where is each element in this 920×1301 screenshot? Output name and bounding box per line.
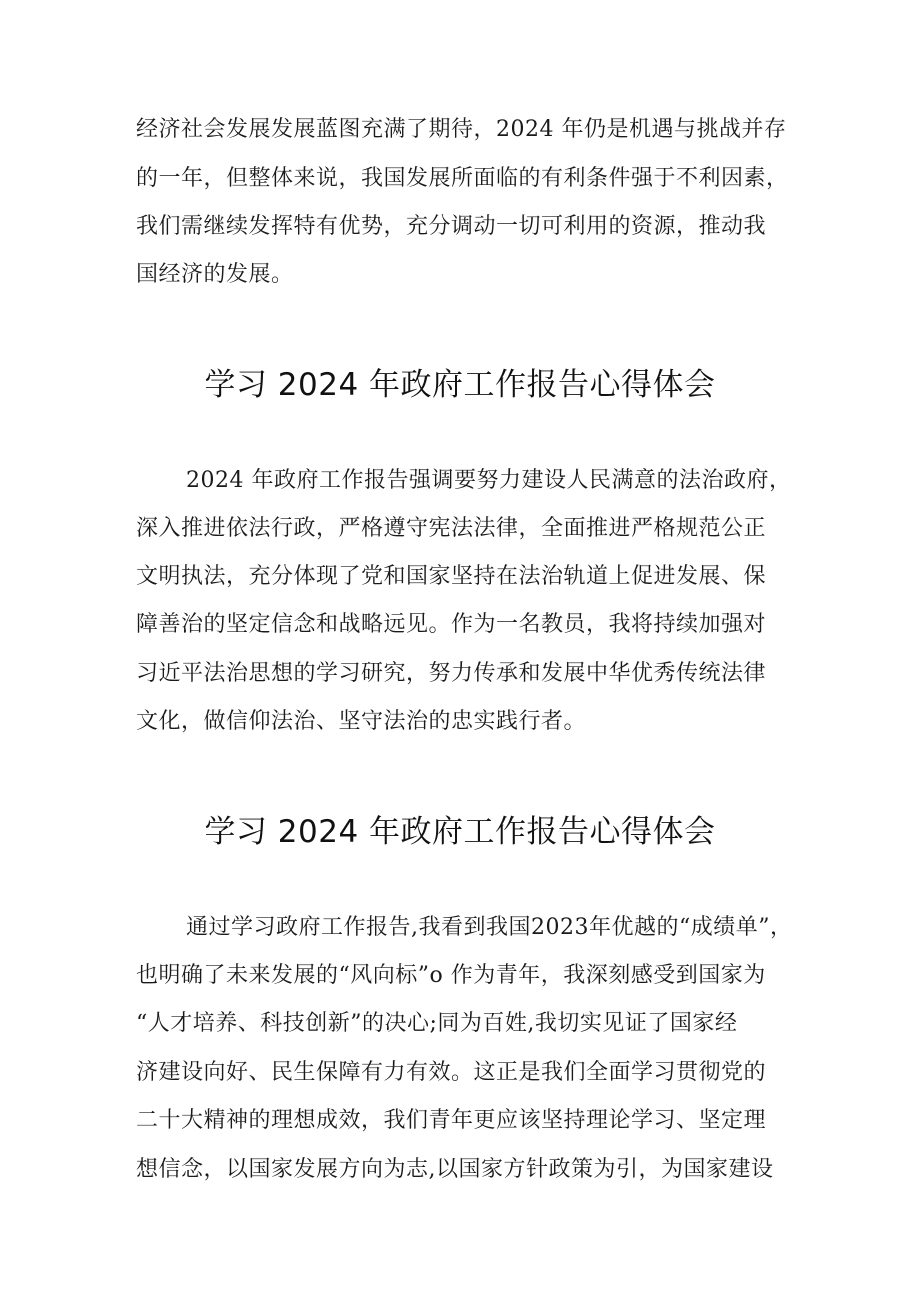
- section-2-line-4: 济建设向好、民生保障有力有效。这正是我们全面学习贯彻党的: [136, 1060, 767, 1085]
- section-1-line-3: 文明执法，充分体现了党和国家坚持在法治轨道上促进发展、保: [136, 564, 767, 589]
- section-2-line-5: 二十大精神的理想成效，我们青年更应该坚持理论学习、坚定理: [136, 1108, 767, 1133]
- section-1-line-6: 文化，做信仰法治、坚守法治的忠实践行者。: [136, 709, 587, 734]
- intro-line-4: 国经济的发展。: [136, 262, 294, 287]
- section-1-line-4: 障善治的坚定信念和战略远见。作为一名教员，我将持续加强对: [136, 612, 767, 637]
- section-1-line-1: 2024 年政府工作报告强调要努力建设人民满意的法治政府，: [186, 468, 792, 493]
- section-2-line-2: 也明确了未来发展的“风向标”o 作为青年，我深刻感受到国家为: [136, 963, 766, 988]
- intro-line-3: 我们需继续发挥特有优势，充分调动一切可利用的资源，推动我: [136, 214, 767, 239]
- intro-line-2: 的一年，但整体来说，我国发展所面临的有利条件强于不利因素，: [136, 166, 789, 191]
- section-1-title: 学习 2024 年政府工作报告心得体会: [204, 367, 716, 403]
- section-2-line-6: 想信念，以国家发展方向为志,以国家方针政策为引，为国家建设: [136, 1157, 774, 1182]
- section-1-line-5: 习近平法治思想的学习研究，努力传承和发展中华优秀传统法律: [136, 661, 767, 686]
- section-2-line-1: 通过学习政府工作报告,我看到我国2023年优越的“成绩单”，: [186, 915, 793, 940]
- section-2-title: 学习 2024 年政府工作报告心得体会: [204, 814, 716, 850]
- section-1-line-2: 深入推进依法行政，严格遵守宪法法律，全面推进严格规范公正: [136, 516, 767, 541]
- section-2-line-3: “人才培养、科技创新”的决心;同为百姓,我切实见证了国家经: [136, 1011, 738, 1036]
- intro-line-1: 经济社会发展发展蓝图充满了期待，2024 年仍是机遇与挑战并存: [136, 117, 787, 142]
